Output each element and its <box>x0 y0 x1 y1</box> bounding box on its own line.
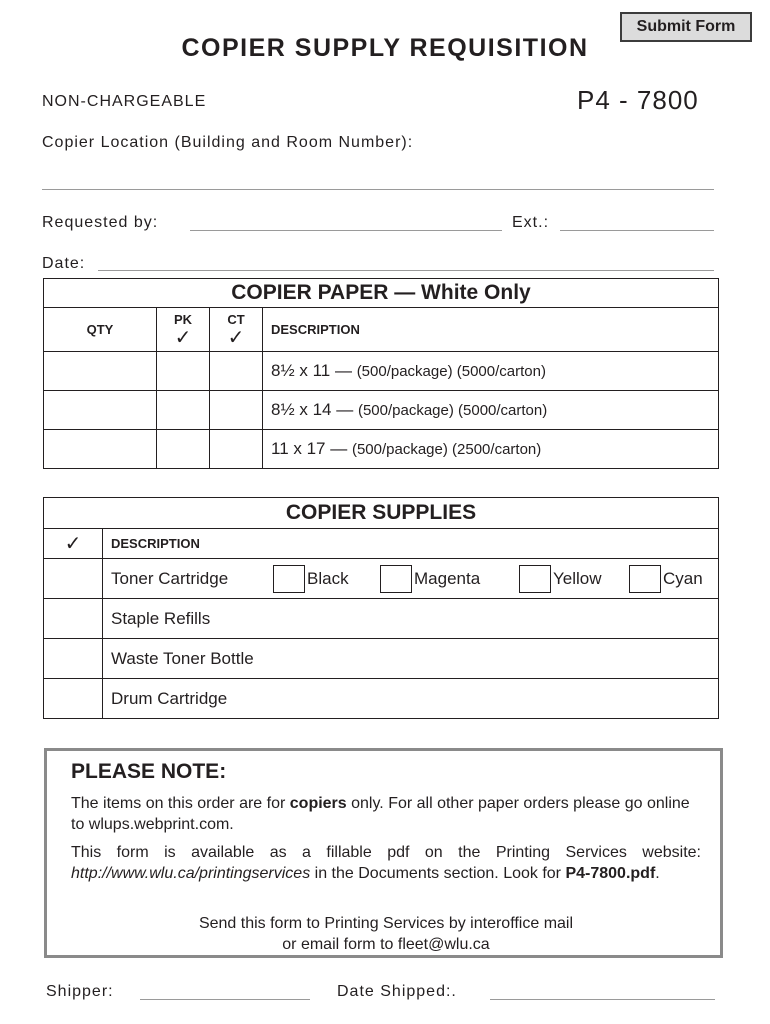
requested-by-label: Requested by: <box>42 214 159 231</box>
paper-detail: (500/package) (5000/carton) <box>356 363 546 380</box>
checkmark-icon: ✓ <box>227 326 245 349</box>
non-chargeable-label: NON-CHARGEABLE <box>42 93 207 110</box>
toner-cartridge-label: Toner Cartridge <box>111 568 229 588</box>
black-checkbox[interactable] <box>273 565 305 593</box>
note-text: The items on this order are for <box>71 795 290 812</box>
date-field[interactable] <box>98 270 714 271</box>
note-paragraph-1 <box>71 793 701 835</box>
supply-check-cell[interactable] <box>44 559 103 599</box>
supplies-description-header: DESCRIPTION <box>103 529 719 559</box>
toner-row <box>103 559 719 599</box>
website-link[interactable]: http://www.wlu.ca/printingservices <box>71 865 311 882</box>
copier-supplies-table <box>43 497 719 719</box>
checkmark-icon: ✓ <box>174 326 192 349</box>
table-row <box>44 679 719 719</box>
submit-form-button[interactable]: Submit Form <box>620 12 752 42</box>
paper-description <box>263 391 719 430</box>
supply-description: Staple Refills <box>103 599 719 639</box>
form-title: COPIER SUPPLY REQUISITION <box>181 34 589 62</box>
ct-cell[interactable] <box>210 391 263 430</box>
copier-supplies-title: COPIER SUPPLIES <box>44 498 719 529</box>
copier-location-field[interactable] <box>42 189 714 190</box>
ext-field[interactable] <box>560 230 714 231</box>
paper-size: 8½ x 14 — <box>271 400 354 419</box>
cyan-checkbox[interactable] <box>629 565 661 593</box>
copier-paper-table <box>43 278 719 469</box>
form-number: P4 - 7800 <box>577 85 699 115</box>
pk-cell[interactable] <box>157 352 210 391</box>
note-text: Send this form to Printing Services by interoffice mail <box>198 915 574 932</box>
paper-size: 11 x 17 — <box>271 439 348 458</box>
note-paragraph-3 <box>71 913 701 955</box>
supply-description: Waste Toner Bottle <box>103 639 719 679</box>
supply-check-cell[interactable] <box>44 679 103 719</box>
paper-description <box>263 430 719 469</box>
date-label: Date: <box>42 255 86 272</box>
pk-header-label: PK <box>173 311 193 327</box>
note-text: in the Documents section. Look for <box>310 865 566 882</box>
paper-description <box>263 352 719 391</box>
ct-header <box>210 308 263 352</box>
magenta-checkbox[interactable] <box>380 565 412 593</box>
qty-cell[interactable] <box>44 391 157 430</box>
pk-cell[interactable] <box>157 391 210 430</box>
note-text: . <box>655 865 660 882</box>
shipper-field[interactable] <box>140 999 310 1000</box>
please-note-heading: PLEASE NOTE: <box>71 760 227 783</box>
copier-location-label: Copier Location (Building and Room Number): <box>42 134 414 151</box>
checkmark-icon: ✓ <box>44 529 103 559</box>
note-bold: copiers <box>289 795 347 812</box>
table-row <box>44 352 719 391</box>
description-header: DESCRIPTION <box>263 308 719 352</box>
yellow-checkbox[interactable] <box>519 565 551 593</box>
pk-header <box>157 308 210 352</box>
table-row <box>44 391 719 430</box>
magenta-label: Magenta <box>414 568 481 588</box>
yellow-label: Yellow <box>553 568 602 588</box>
pk-cell[interactable] <box>157 430 210 469</box>
paper-detail: (500/package) (2500/carton) <box>351 441 542 458</box>
note-text: This form is available as a fillable pdf on the Printing Services website: <box>71 844 701 861</box>
table-row <box>44 430 719 469</box>
supply-check-cell[interactable] <box>44 599 103 639</box>
supply-check-cell[interactable] <box>44 639 103 679</box>
qty-cell[interactable] <box>44 352 157 391</box>
ct-cell[interactable] <box>210 430 263 469</box>
date-shipped-field[interactable] <box>490 999 715 1000</box>
table-row <box>44 559 719 599</box>
ext-label: Ext.: <box>512 214 550 231</box>
note-text: or email form to fleet@wlu.ca <box>282 936 490 953</box>
qty-cell[interactable] <box>44 430 157 469</box>
black-label: Black <box>307 568 349 588</box>
pdf-filename: P4-7800.pdf <box>565 865 656 882</box>
table-row <box>44 639 719 679</box>
paper-detail: (500/package) (5000/carton) <box>357 402 548 419</box>
requested-by-field[interactable] <box>190 230 502 231</box>
date-shipped-label: Date Shipped:. <box>337 983 457 1000</box>
qty-header: QTY <box>44 308 157 352</box>
copier-paper-title: COPIER PAPER — White Only <box>44 279 719 308</box>
please-note-box <box>44 748 723 958</box>
note-text: only. For all other paper orders please go online to wlups.webprint.com. <box>71 795 690 833</box>
shipper-label: Shipper: <box>46 983 114 1000</box>
supply-description: Drum Cartridge <box>103 679 719 719</box>
ct-cell[interactable] <box>210 352 263 391</box>
ct-header-label: CT <box>227 311 245 327</box>
table-row <box>44 599 719 639</box>
paper-size: 8½ x 11 — <box>271 361 352 380</box>
note-paragraph-2 <box>71 842 701 884</box>
cyan-label: Cyan <box>663 568 703 588</box>
